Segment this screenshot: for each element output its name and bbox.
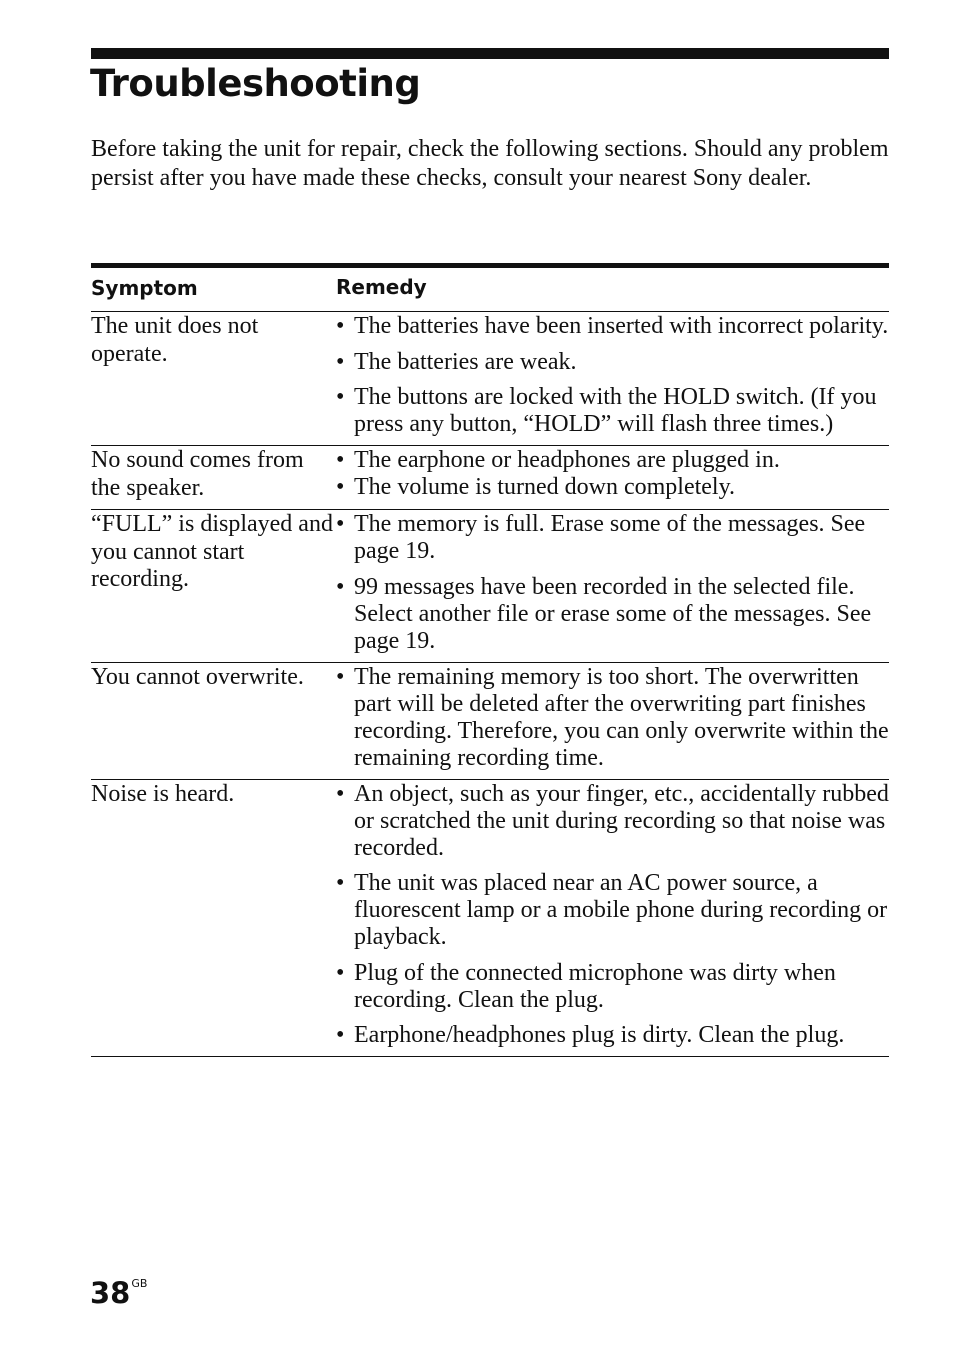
remedy-text: An object, such as your finger, etc., accidentally rubbed or scratched the unit during recording so that noise was recorded. — [354, 780, 889, 861]
remedy-item — [336, 474, 889, 501]
remedy-text: 99 messages have been recorded in the selected file. Select another file or erase some of the messages. See page 19. — [354, 573, 872, 654]
bullet-icon: • — [336, 384, 345, 410]
page-number — [90, 1266, 147, 1311]
remedy-list — [336, 664, 889, 772]
page-title: Troubleshooting — [90, 62, 421, 105]
remedy-item — [336, 511, 889, 565]
remedy-text: The buttons are locked with the HOLD switch. (If you press any button, “HOLD” will flash three times.) — [354, 384, 877, 437]
page-number-value: 38 — [90, 1276, 131, 1310]
bullet-icon: • — [336, 663, 345, 690]
table-row — [91, 663, 889, 780]
symptom-cell: No sound comes from the speaker. — [91, 447, 304, 501]
bullet-icon: • — [336, 313, 345, 339]
remedy-item — [336, 574, 889, 655]
remedy-item — [336, 781, 889, 862]
bullet-icon: • — [336, 780, 345, 807]
remedy-item — [336, 447, 889, 474]
remedy-item — [336, 870, 889, 951]
remedy-text: The batteries have been inserted with incorrect polarity. — [354, 313, 889, 339]
symptom-cell: “FULL” is displayed and you cannot start recording. — [91, 511, 333, 592]
remedy-list — [336, 313, 889, 438]
column-header-remedy: Remedy — [336, 275, 427, 299]
symptom-cell: Noise is heard. — [91, 780, 235, 807]
remedy-list — [336, 511, 889, 655]
intro-paragraph: Before taking the unit for repair, check the following sections. Should any problem persist after you have made these checks, consult your nearest Sony dealer. — [91, 136, 889, 191]
remedy-item — [336, 384, 889, 438]
page-number-suffix: GB — [131, 1277, 148, 1290]
bullet-icon: • — [336, 348, 345, 375]
table-header — [91, 268, 889, 312]
remedy-item — [336, 313, 889, 340]
remedy-text: The batteries are weak. — [354, 348, 577, 375]
remedy-item — [336, 1022, 889, 1049]
remedy-text: The volume is turned down completely. — [354, 474, 736, 500]
bullet-icon: • — [336, 447, 345, 473]
remedy-item — [336, 349, 889, 376]
remedy-text: The remaining memory is too short. The overwritten part will be deleted after the overwriting part finishes recording. Therefore, you can only overwrite within the remaining recording time. — [354, 663, 889, 771]
remedy-item — [336, 664, 889, 772]
remedy-text: Earphone/headphones plug is dirty. Clean the plug. — [354, 1022, 845, 1048]
table-row — [91, 312, 889, 446]
table-row — [91, 780, 889, 1058]
remedy-item — [336, 960, 889, 1014]
bullet-icon: • — [336, 870, 345, 896]
remedy-text: The memory is full. Erase some of the messages. See page 19. — [354, 511, 866, 564]
remedy-text: Plug of the connected microphone was dirty when recording. Clean the plug. — [354, 959, 836, 1013]
bullet-icon: • — [336, 959, 345, 986]
bullet-icon: • — [336, 1022, 345, 1048]
symptom-cell: You cannot overwrite. — [91, 663, 304, 690]
remedy-text: The unit was placed near an AC power source, a fluorescent lamp or a mobile phone during recording or playback. — [354, 870, 888, 950]
troubleshooting-table — [91, 263, 889, 1057]
bullet-icon: • — [336, 474, 345, 500]
column-header-symptom: Symptom — [91, 276, 198, 300]
bullet-icon: • — [336, 573, 345, 600]
table-row — [91, 510, 889, 663]
remedy-text: The earphone or headphones are plugged in. — [354, 447, 780, 473]
title-rule — [91, 48, 889, 59]
bullet-icon: • — [336, 511, 345, 537]
remedy-list — [336, 781, 889, 1050]
table-row — [91, 446, 889, 510]
symptom-cell: The unit does not operate. — [91, 313, 259, 367]
remedy-list — [336, 447, 889, 502]
